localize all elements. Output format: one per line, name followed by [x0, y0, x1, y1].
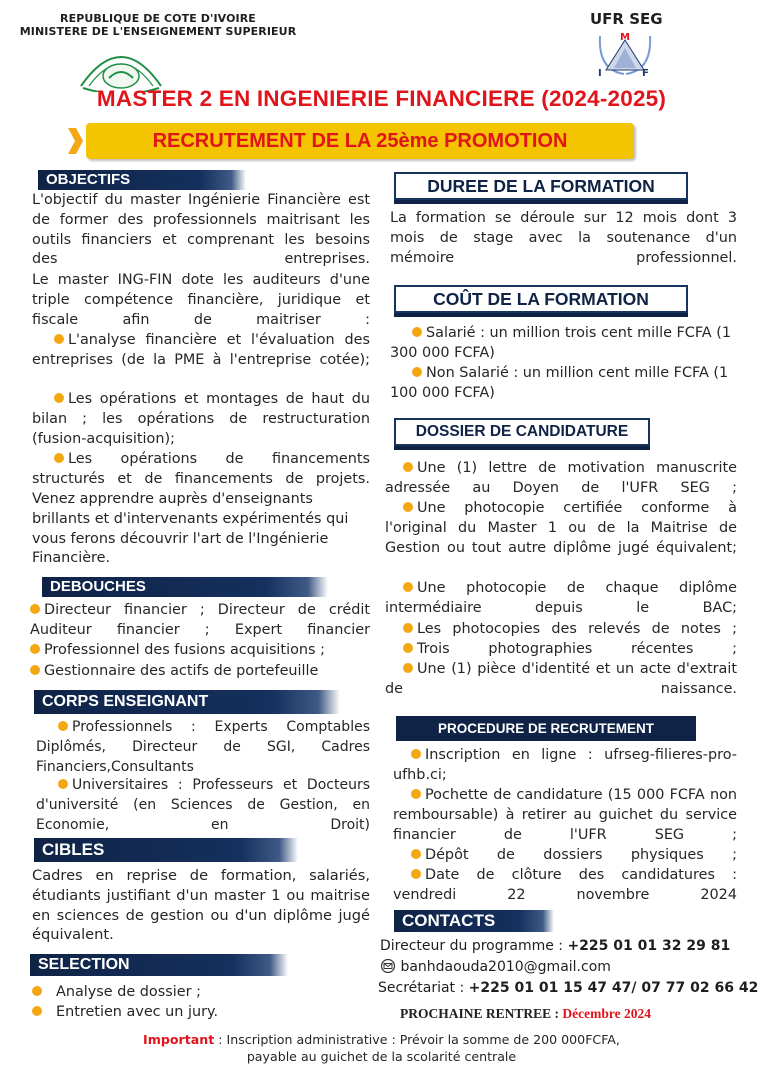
- cout-item-2: [390, 364, 740, 404]
- selection-item-2: [32, 1003, 332, 1023]
- dossier-item-4: [385, 620, 737, 640]
- ufr-seg-logo-icon: [594, 30, 656, 80]
- bullet-icon: [32, 986, 42, 996]
- debouches-item-text: Gestionnaire des actifs de portefeuille: [44, 663, 319, 679]
- director-label: Directeur du programme :: [380, 938, 563, 954]
- university-seal-icon: [75, 42, 167, 92]
- ufr-title: UFR SEG: [590, 10, 663, 28]
- objectifs-bullet-3: [32, 450, 370, 490]
- dossier-item-3: [385, 579, 737, 619]
- cibles-heading: CIBLES: [34, 838, 298, 862]
- cibles-text: Cadres en reprise de formation, salariés, étudiants justifiant d'un master 1 ou maitrise en sciences de gestion ou d'un diplôme jugé équivalent.: [32, 867, 370, 944]
- important-label: Important: [143, 1032, 215, 1047]
- objectifs-bullet-text: Les opérations et montages de haut du bilan ; les opérations de restructuration (fusion-acquisition);: [32, 391, 370, 447]
- duree-heading: DUREE DE LA FORMATION: [394, 172, 688, 204]
- procedure-item-2: [393, 786, 737, 845]
- debouches-item-text: Directeur financier ; Directeur de crédit Auditeur financier ; Expert financier: [30, 602, 370, 638]
- debouches-item-1: [30, 601, 370, 641]
- procedure-item-4: [393, 866, 737, 906]
- bullet-icon: [411, 789, 421, 799]
- objectifs-bullet-2: [32, 390, 370, 449]
- ministry-name: MINISTERE DE L'ENSEIGNEMENT SUPERIEUR: [19, 25, 297, 38]
- bullet-icon: [54, 393, 64, 403]
- dossier-heading: DOSSIER DE CANDIDATURE: [394, 418, 650, 450]
- next-intake: [400, 1006, 651, 1022]
- corps-item-1: [36, 718, 370, 777]
- bullet-icon: [58, 721, 68, 731]
- recruitment-banner: [86, 123, 634, 159]
- contact-email: [380, 959, 611, 975]
- logo-letter-i: I: [598, 68, 602, 79]
- dossier-item-5: [385, 640, 737, 660]
- bullet-icon: [30, 644, 40, 654]
- bullet-icon: [403, 663, 413, 673]
- rentree-date: Décembre 2024: [562, 1006, 651, 1021]
- contact-secretariat: [378, 980, 758, 996]
- bullet-icon: [30, 604, 40, 614]
- chevron-right-icon: [66, 126, 84, 156]
- page-title: MASTER 2 EN INGENIERIE FINANCIERE (2024-2025): [96, 86, 667, 111]
- bullet-icon: [30, 665, 40, 675]
- bullet-icon: [58, 779, 68, 789]
- objectifs-bullet-text: L'analyse financière et l'évaluation des entreprises (de la PME à l'entreprise cotée);: [32, 332, 370, 368]
- bullet-icon: [403, 623, 413, 633]
- corps-item-2: [36, 776, 370, 835]
- cout-item-text: Non Salarié : un million cent mille FCFA (1 100 000 FCFA): [390, 365, 729, 401]
- duree-text: La formation se déroule sur 12 mois dont 3 mois de stage avec la soutenance d'un mémoire professionnel.: [390, 210, 737, 266]
- dossier-item-text: Une (1) lettre de motivation manuscrite adressée au Doyen de l'UFR SEG ;: [385, 460, 737, 496]
- selection-item-text: Analyse de dossier ;: [56, 984, 201, 1000]
- objectifs-intro: L'objectif du master Ingénierie Financière est de former des professionnels maitrisant les outils financiers et comprenant les besoins des entreprises.: [32, 192, 370, 268]
- cout-heading: COÛT DE LA FORMATION: [394, 285, 688, 317]
- cout-item-1: [390, 324, 740, 364]
- contacts-heading: CONTACTS: [394, 910, 554, 932]
- dossier-item-1: [385, 459, 737, 499]
- dossier-item-text: Une photocopie de chaque diplôme intermédiaire depuis le BAC;: [385, 580, 737, 616]
- objectifs-closing: Venez apprendre auprès d'enseignants brillants et d'intervenants expérimentés qui vous ferons découvrir l'art de l'Ingénierie Financière.: [32, 491, 349, 567]
- procedure-item-1: [393, 746, 737, 786]
- objectifs-heading: OBJECTIFS: [38, 170, 246, 190]
- email-icon: [380, 959, 396, 973]
- corps-item-text: Professionnels : Experts Comptables Diplômés, Directeur de SGI, Cadres Financiers,Consultants: [36, 719, 370, 775]
- bullet-icon: [54, 453, 64, 463]
- procedure-heading: PROCEDURE DE RECRUTEMENT: [396, 716, 696, 741]
- corps-item-text: Universitaires : Professeurs et Docteurs d'université (en Sciences de Gestion, en Economie, en Droit): [36, 777, 370, 833]
- rentree-label: PROCHAINE RENTREE :: [400, 1006, 560, 1021]
- footer-note: [0, 1032, 763, 1047]
- debouches-item-2: [30, 641, 370, 661]
- corps-heading: CORPS ENSEIGNANT: [34, 690, 340, 714]
- bullet-icon: [54, 334, 64, 344]
- bullet-icon: [403, 582, 413, 592]
- selection-item-1: [32, 983, 332, 1003]
- dossier-item-text: Une (1) pièce d'identité et un acte d'extrait de naissance.: [385, 661, 737, 697]
- objectifs-bullet-1: [32, 331, 370, 371]
- procedure-item-text: Pochette de candidature (15 000 FCFA non remboursable) à retirer au guichet du service financier de l'UFR SEG ;: [393, 787, 737, 843]
- contact-director: [380, 938, 730, 954]
- bullet-icon: [403, 462, 413, 472]
- secretariat-label: Secrétariat :: [378, 980, 465, 996]
- country-name: REPUBLIQUE DE COTE D'IVOIRE: [60, 12, 256, 25]
- objectifs-dote: Le master ING-FIN dote les auditeurs d'une triple compétence financière, juridique et fiscale afin de maitriser :: [32, 272, 370, 328]
- logo-letter-f: F: [642, 68, 649, 79]
- selection-item-text: Entretien avec un jury.: [56, 1004, 219, 1020]
- bullet-icon: [412, 367, 422, 377]
- bullet-icon: [403, 502, 413, 512]
- objectifs-bullet-text: Les opérations de financements structurés et de financements de projets.: [32, 451, 370, 487]
- footer-line-2: payable au guichet de la scolarité centrale: [246, 1049, 517, 1064]
- banner-text: RECRUTEMENT DE LA 25ème PROMOTION: [152, 130, 568, 152]
- secretariat-phone: +225 01 01 15 47 47/ 07 77 02 66 42: [468, 980, 759, 996]
- bullet-icon: [411, 749, 421, 759]
- bullet-icon: [412, 327, 422, 337]
- bullet-icon: [32, 1006, 42, 1016]
- bullet-icon: [411, 869, 421, 879]
- bullet-icon: [411, 849, 421, 859]
- dossier-item-text: Les photocopies des relevés de notes ;: [417, 621, 737, 637]
- director-phone: +225 01 01 32 29 81: [567, 938, 731, 954]
- debouches-item-3: [30, 662, 370, 682]
- procedure-item-text: Dépôt de dossiers physiques ;: [425, 847, 737, 863]
- header-ministry: [18, 12, 298, 38]
- procedure-item-text: Date de clôture des candidatures : vendredi 22 novembre 2024: [393, 867, 737, 903]
- dossier-item-text: Une photocopie certifiée conforme à l'original du Master 1 ou de la Maitrise de Gestion ou tout autre diplôme jugé équivalent;: [385, 500, 737, 556]
- email-address: banhdaouda2010@gmail.com: [400, 959, 611, 975]
- debouches-heading: DEBOUCHES: [42, 577, 328, 597]
- cout-item-text: Salarié : un million trois cent mille FCFA (1 300 000 FCFA): [390, 325, 731, 361]
- procedure-item-3: [393, 846, 737, 866]
- bullet-icon: [403, 643, 413, 653]
- procedure-item-text: Inscription en ligne : ufrseg-filieres-pro-ufhb.ci;: [393, 747, 737, 783]
- selection-heading: SELECTION: [30, 954, 288, 976]
- dossier-item-2: [385, 499, 737, 558]
- dossier-item-6: [385, 660, 737, 700]
- footer-line-1: : Inscription administrative : Prévoir la somme de 200 000FCFA,: [218, 1032, 620, 1047]
- dossier-item-text: Trois photographies récentes ;: [417, 641, 737, 657]
- logo-letter-m: M: [620, 32, 630, 43]
- debouches-item-text: Professionnel des fusions acquisitions ;: [44, 642, 325, 658]
